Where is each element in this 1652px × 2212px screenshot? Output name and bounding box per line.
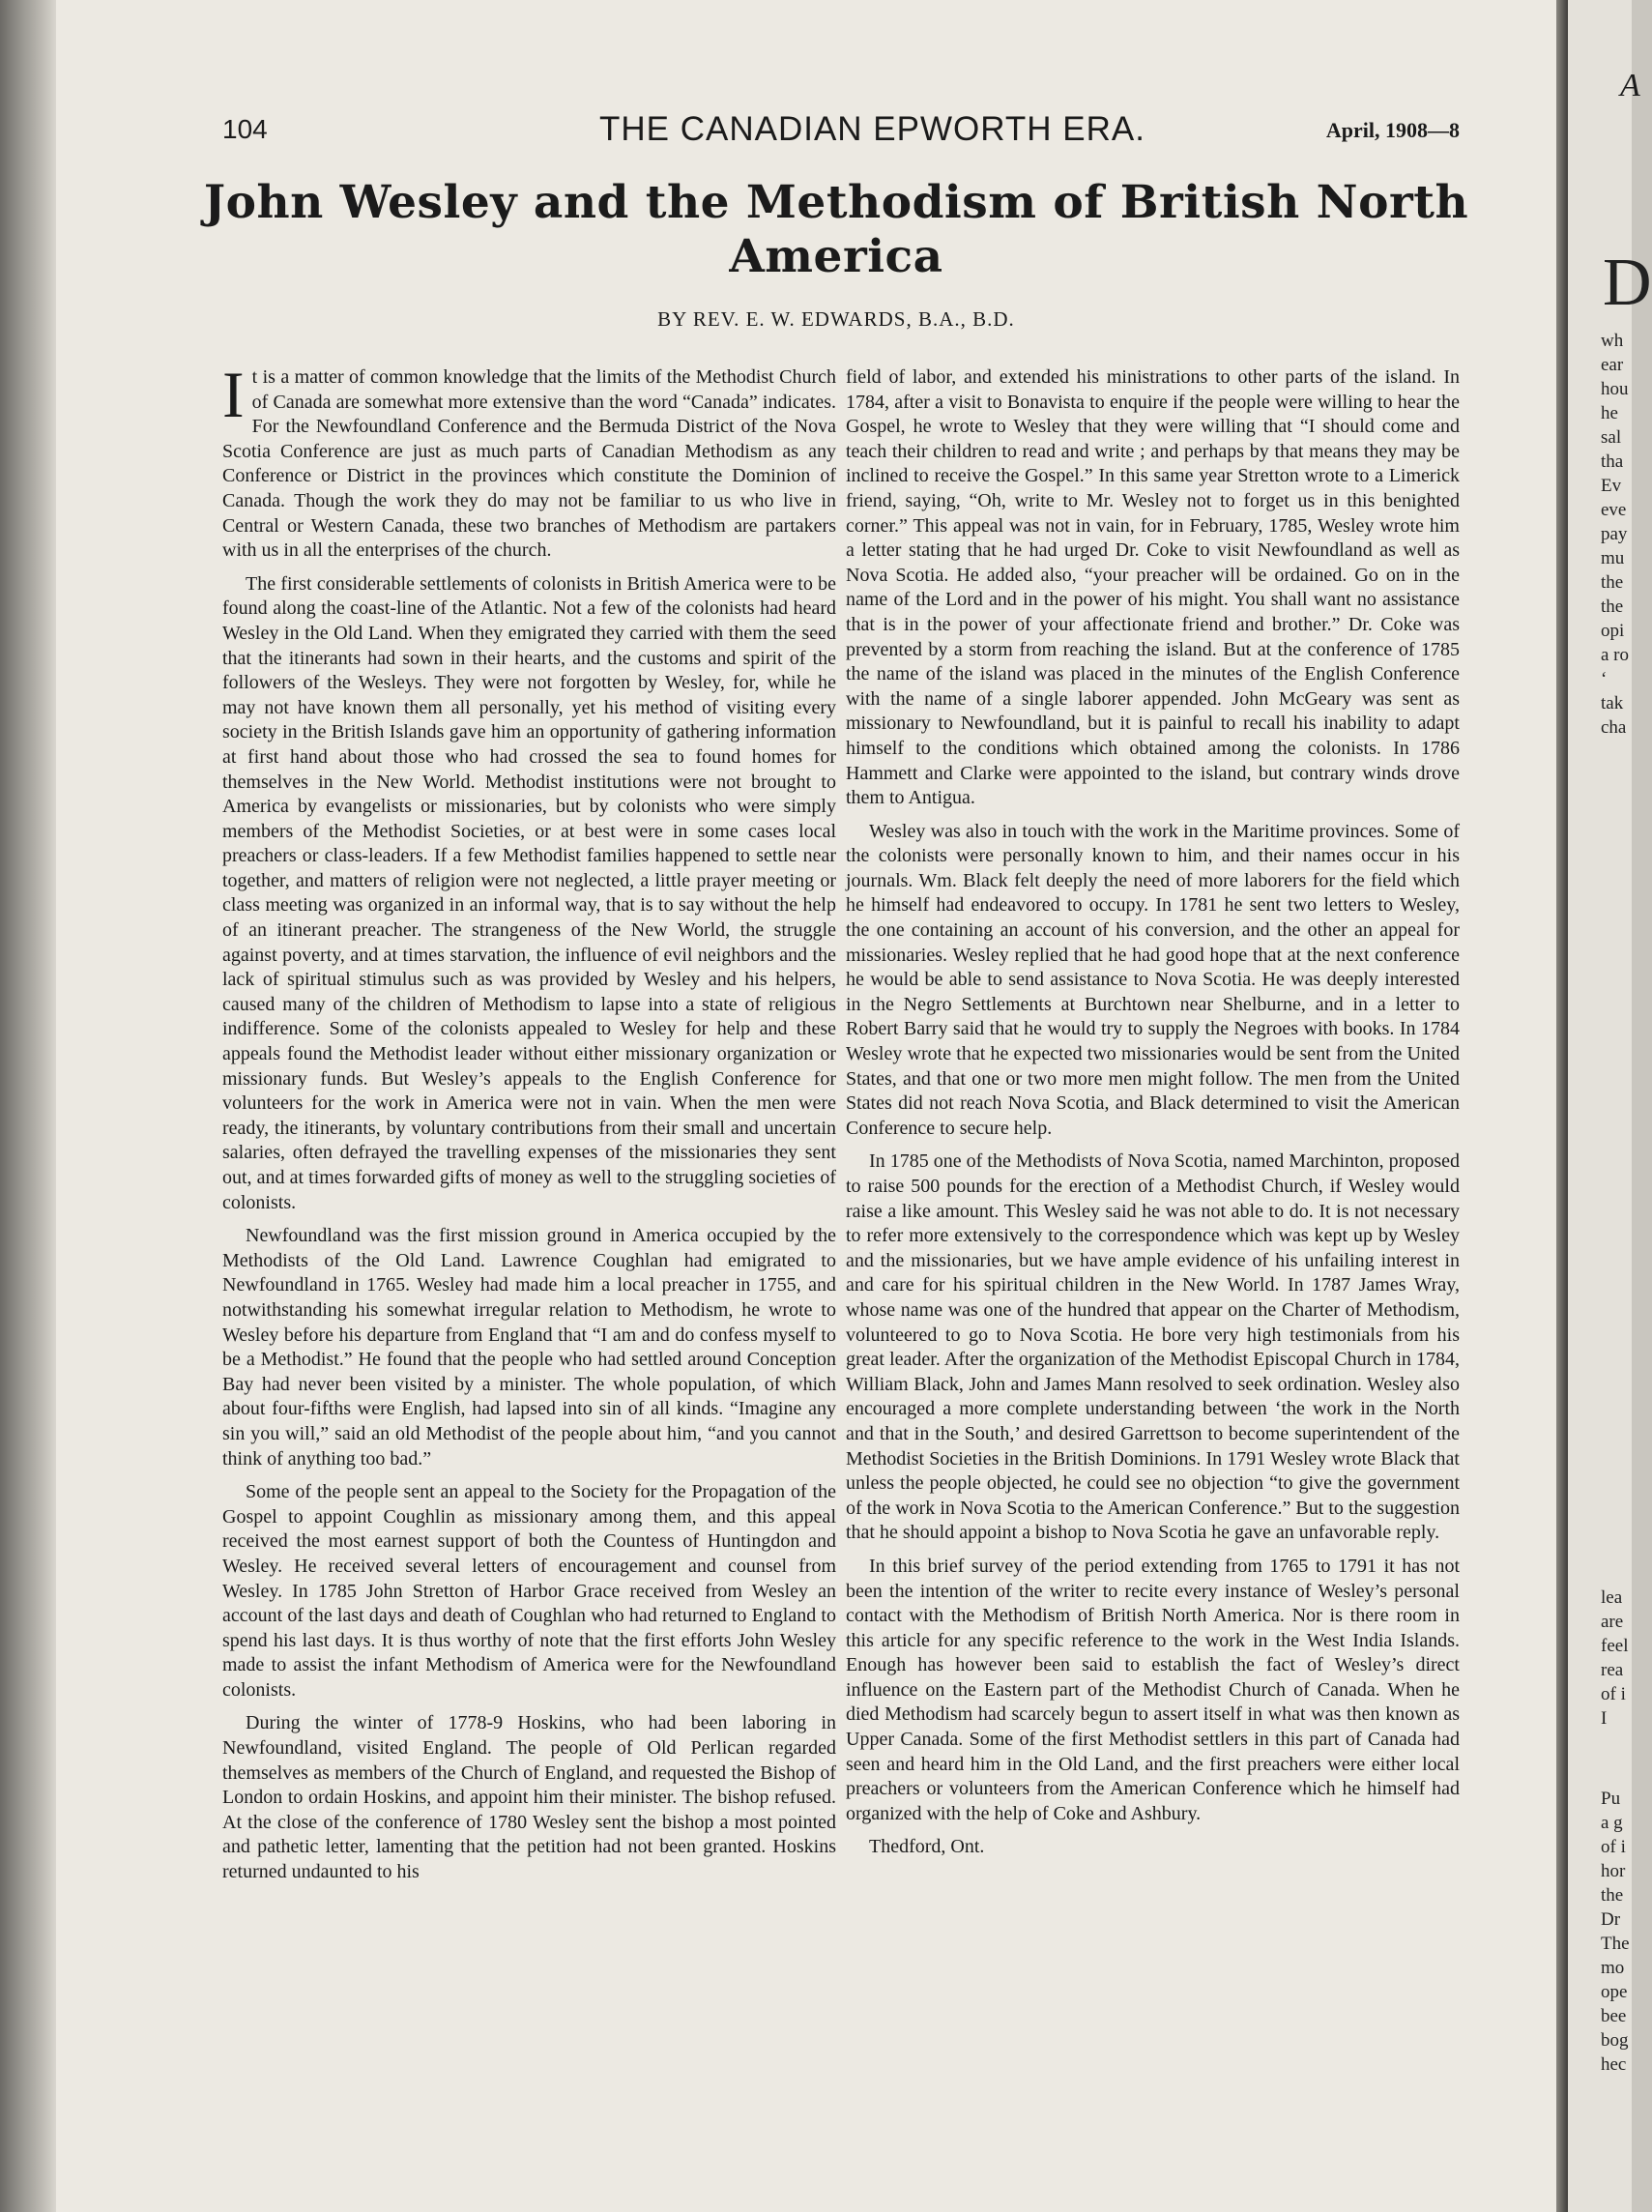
page-number: 104 xyxy=(222,114,268,144)
article-byline: BY REV. E. W. EDWARDS, B.A., B.D. xyxy=(657,307,1015,331)
adjacent-fragment: a ro xyxy=(1601,645,1630,665)
adjacent-fragment: of i xyxy=(1601,1837,1626,1857)
adjacent-fragment: I xyxy=(1601,1708,1608,1729)
adjacent-fragment: the xyxy=(1601,597,1624,617)
issue-date: April, 1908—8 xyxy=(1325,118,1460,142)
adjacent-fragment: tak xyxy=(1601,693,1624,713)
adjacent-fragment: hor xyxy=(1601,1861,1626,1881)
article-title: John Wesley and the Methodism of British North America xyxy=(203,176,1469,283)
adjacent-fragment: Pu xyxy=(1601,1789,1621,1809)
adjacent-fragment: bog xyxy=(1601,2030,1629,2051)
adjacent-page-edge xyxy=(1568,0,1652,2212)
paragraph: During the winter of 1778-9 Hoskins, who had been laboring in Newfoundland, visited England. The people of Old Perlican regarded themselves as members of the Church of England, and requested the Bishop of London to ordain Hoskins, and appoint him their minister. The bishop refused. At the close of the conference of 1780 Wesley sent the bishop a most pointed and pathetic letter, lamenting that the petition had not been granted. Hoskins returned undaunted to his xyxy=(222,1712,836,1883)
adjacent-fragment: he xyxy=(1601,403,1618,423)
paragraph: It is a matter of common knowledge that the limits of the Methodist Church of Canada are somewhat more extensive than the word “Canada” indicates. For the Newfoundland Conference and the Bermuda District of the Nova Scotia Conference are just as much parts of Canadian Methodism as any Conference or District in the provinces which constitute the Dominion of Canada. Though the work they do may not be familiar to us who live in Central or Western Canada, these two branches of Methodism are partakers with us in all the enterprises of the church. xyxy=(222,358,836,562)
paragraph: In this brief survey of the period extending from 1765 to 1791 it has not been the intention of the writer to recite every instance of Wesley’s personal contact with the Methodism of British North America. Nor is there room in this article for any specific reference to the work in the West India Islands. Enough has however been said to establish the fact of Wesley’s direct influence on the Eastern part of the Methodist Church of Canada. When he died Methodism had scarcely begun to assert itself in what was then known as Upper Canada. Some of the first Methodist settlers in this part of Canada had seen and heard him in the Old Land, and the first preachers were either local preachers or volunteers from the American Conference which he himself had organized with the help of Coke and Ashbury. xyxy=(846,1555,1460,1824)
running-head xyxy=(222,110,1460,153)
right-column xyxy=(846,365,1460,1869)
adjacent-fragment: tha xyxy=(1601,451,1624,472)
paragraph: Newfoundland was the first mission ground in America occupied by the Methodists of the Old Land. Lawrence Coughlan had emigrated to Newfoundland in 1765. Wesley had made him a local preacher in 1755, and notwithstanding his somewhat irregular relation to Methodism, he wrote to Wesley before his departure from England that “I am and do confess myself to be a Methodist.” He found that the people who had settled around Conception Bay had never been visited by a minister. The whole population, of which about four-fifths were English, had lapsed into sin of all kinds. “Imagine any sin you will,” said an old Methodist of the people about him, “and you cannot think of anything too bad.” xyxy=(222,1225,836,1470)
adjacent-fragment: wh xyxy=(1601,331,1624,351)
adjacent-fragment: Ev xyxy=(1601,476,1622,496)
adjacent-fragment: ear xyxy=(1601,355,1624,375)
adjacent-fragment: The xyxy=(1601,1934,1630,1954)
adjacent-fragment: opi xyxy=(1601,621,1625,641)
adjacent-dropcap: D xyxy=(1603,246,1652,320)
left-column xyxy=(222,358,836,1894)
adjacent-top-letter: A xyxy=(1620,68,1640,103)
adjacent-fragment: sal xyxy=(1601,427,1622,448)
adjacent-fragment: hec xyxy=(1601,2054,1627,2075)
adjacent-fragment: feel xyxy=(1601,1636,1629,1656)
adjacent-fragment: cha xyxy=(1601,717,1627,738)
adjacent-fragment: bee xyxy=(1601,2006,1627,2026)
paragraph: field of labor, and extended his ministrations to other parts of the island. In 1784, after a visit to Bonavista to enquire if the people were willing to hear the Gospel, he wrote to Wesley that they were willing that “I should come and teach their children to read and write ; and perhaps by that means they may be inclined to receive the Gospel.” In this same year Stretton wrote to a Limerick friend, saying, “Oh, write to Mr. Wesley not to forget us in this benighted corner.” This appeal was not in vain, for in February, 1785, Wesley wrote him a letter stating that he had urged Dr. Coke to visit Newfoundland as well as Nova Scotia. He added also, “your preacher will be ordained. Go on in the name of the Lord and in the power of his might. You shall want no assistance that is in the power of your affectionate friend and brother.” Dr. Coke was prevented by a storm from reaching the island. But at the conference of 1785 the name of the island was placed in the minutes of the English Conference with the name of a single laborer appended. John McGeary was sent as missionary to Newfoundland, but it is painful to recall his inability to adapt himself to the conditions which obtained among the colonists. In 1786 Hammett and Clarke were appointed to the island, but contrary winds drove them to Antigua. xyxy=(846,366,1460,809)
adjacent-fragment: eve xyxy=(1601,500,1627,520)
adjacent-fragment: ‘ xyxy=(1601,669,1608,689)
paragraph: Wesley was also in touch with the work in the Maritime provinces. Some of the colonists were personally known to him, and their names occur in his journals. Wm. Black felt deeply the need of more laborers for the field which he himself had endeavored to occupy. In 1781 he sent two letters to Wesley, the one containing an account of his conversion, and the other an appeal for missionaries. Wesley replied that he had good hope that at the next conference he would be able to send assistance to Nova Scotia. He was deeply interested in the Negro Settlements at Burchtown near Shelburne, and in a letter to Robert Barry said that he would try to supply the Negroes with books. In 1784 Wesley wrote that he expected two missionaries would be sent from the United States, and that one or two more men might follow. The men from the United States did not reach Nova Scotia, and Black determined to visit the American Conference to secure help. xyxy=(846,820,1460,1139)
page-gutter xyxy=(1556,0,1568,2212)
adjacent-fragment: mu xyxy=(1601,548,1625,568)
adjacent-fragment: ope xyxy=(1601,1982,1628,2002)
paragraph: The first considerable settlements of colonists in British America were to be found along the coast-line of the Atlantic. Not a few of the colonists had heard Wesley in the Old Land. When they emigrated they carried with them the seed that the itinerants had sown in their hearts, and the customs and spirit of the followers of the Wesleys. They were not forgotten by Wesley, for, while he may not have known them all personally, yet his method of visiting every society in the British Islands gave him an opportunity of gathering information at first hand about those who had crossed the sea to found homes for themselves in the New World. Methodist institutions were not brought to America by evangelists or missionaries, but by colonists who were simply members of the Methodist Societies, or at best were in some cases local preachers or class-leaders. If a few Methodist families happened to settle near together, and matters of religion were not neglected, a little prayer meeting or class meeting was organized in an informal way, that is to say without the help of an itinerant preacher. The strangeness of the New World, the struggle against poverty, and at times starvation, the influence of evil neighbors and the lack of spiritual stimulus such as was provided by Wesley and his helpers, caused many of the children of Methodism to lapse into a state of religious indifference. Some of the colonists appealed to Wesley for help and these appeals found the Methodist leader without either missionary organization or missionary funds. But Wesley’s appeals to the English Conference for volunteers for the work in America were not in vain. When the men were ready, the itinerants, by voluntary contributions from their small and uncertain salaries, often defrayed the travelling expenses of the missionaries they sent out, and at times forwarded gifts of money as well to the struggling societies of colonists. xyxy=(222,572,836,1213)
adjacent-fragment: of i xyxy=(1601,1684,1626,1704)
adjacent-fragment: mo xyxy=(1601,1958,1625,1978)
book-binding xyxy=(0,0,56,2212)
adjacent-fragment: rea xyxy=(1601,1660,1624,1680)
paragraph: In 1785 one of the Methodists of Nova Scotia, named Marchinton, proposed to raise 500 pounds for the erection of a Methodist Church, if Wesley would raise a like amount. This Wesley said he was not able to do. It is not necessary to refer more extensively to the correspondence which was kept up by Wesley and the missionaries, but we have ample evidence of his unfailing interest in and care for his spiritual children in the New World. In 1787 James Wray, whose name was one of the hundred that appear on the Charter of Methodism, volunteered to go to Nova Scotia. He bore very high testimonials from his great leader. After the organization of the Methodist Episcopal Church in 1784, William Black, John and James Mann resolved to seek ordination. Wesley also encouraged a more complete understanding between ‘the work in the North and that in the South,’ and desired Garrettson to become superintendent of the Methodist Societies in the British Dominions. In 1791 Wesley wrote Black that unless the people objected, he could see no objection “to give the government of the work in Nova Scotia to the American Conference.” But to the suggestion that he should appoint a bishop to Nova Scotia he gave an unfavorable reply. xyxy=(846,1150,1460,1544)
signoff: Thedford, Ont. xyxy=(869,1836,985,1858)
adjacent-fragment: hou xyxy=(1601,379,1629,399)
adjacent-fragment: pay xyxy=(1601,524,1628,544)
adjacent-fragment: Dr xyxy=(1601,1909,1621,1930)
adjacent-fragment: are xyxy=(1601,1612,1624,1632)
adjacent-fragment: the xyxy=(1601,1885,1624,1906)
adjacent-fragment: lea xyxy=(1601,1587,1623,1608)
paragraph: Some of the people sent an appeal to the Society for the Propagation of the Gospel to appoint Coughlin as missionary among them, and this appeal received the most earnest support of both the Countess of Huntingdon and Wesley. He received several letters of encouragement and counsel from Wesley. In 1785 John Stretton of Harbor Grace received from Wesley an account of the last days and death of Coughlan who had returned to England to spend his last days. It is thus worthy of note that the first efforts John Wesley made to assist the infant Methodism of America were for the Newfoundland colonists. xyxy=(222,1481,836,1701)
adjacent-fragment: a g xyxy=(1601,1813,1623,1833)
journal-title: THE CANADIAN EPWORTH ERA. xyxy=(599,110,1145,148)
adjacent-fragment: the xyxy=(1601,572,1624,593)
